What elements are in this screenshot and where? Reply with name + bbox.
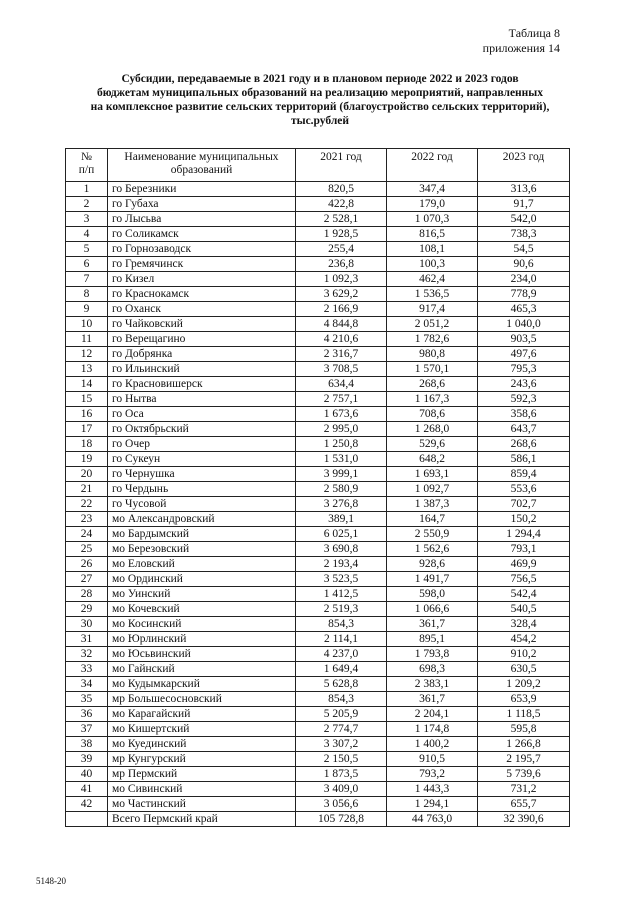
table-row <box>66 782 570 797</box>
value-2021: 236,8 <box>296 257 387 272</box>
value-2022: 1 443,3 <box>387 782 478 797</box>
value-2022: 268,6 <box>387 377 478 392</box>
value-2022: 1 268,0 <box>387 422 478 437</box>
municipality-name: го Сукеун <box>108 452 296 467</box>
total-row <box>66 812 570 827</box>
table-row <box>66 362 570 377</box>
value-2021: 3 690,8 <box>296 542 387 557</box>
row-number: 29 <box>66 602 108 617</box>
row-number: 14 <box>66 377 108 392</box>
table-row <box>66 242 570 257</box>
municipality-name: мо Куединский <box>108 737 296 752</box>
municipality-name: го Октябрьский <box>108 422 296 437</box>
value-2022: 2 550,9 <box>387 527 478 542</box>
value-2023: 2 195,7 <box>478 752 570 767</box>
header-2021: 2021 год <box>296 149 387 182</box>
row-number: 35 <box>66 692 108 707</box>
municipality-name: мр Пермский <box>108 767 296 782</box>
municipality-name: мо Александровский <box>108 512 296 527</box>
value-2021: 422,8 <box>296 197 387 212</box>
value-2021: 2 150,5 <box>296 752 387 767</box>
value-2023: 234,0 <box>478 272 570 287</box>
row-number: 30 <box>66 617 108 632</box>
value-2023: 469,9 <box>478 557 570 572</box>
value-2021: 2 757,1 <box>296 392 387 407</box>
municipality-name: го Лысьва <box>108 212 296 227</box>
value-2023: 756,5 <box>478 572 570 587</box>
value-2023: 731,2 <box>478 782 570 797</box>
value-2023: 738,3 <box>478 227 570 242</box>
value-2023: 702,7 <box>478 497 570 512</box>
value-2022: 1 536,5 <box>387 287 478 302</box>
row-number: 17 <box>66 422 108 437</box>
municipality-name: мо Кочевский <box>108 602 296 617</box>
municipality-name: го Очер <box>108 437 296 452</box>
row-number: 2 <box>66 197 108 212</box>
value-2022: 462,4 <box>387 272 478 287</box>
table-row <box>66 452 570 467</box>
table-row <box>66 752 570 767</box>
table-row <box>66 662 570 677</box>
municipality-name: мо Ординский <box>108 572 296 587</box>
row-number: 39 <box>66 752 108 767</box>
value-2023: 150,2 <box>478 512 570 527</box>
row-number: 3 <box>66 212 108 227</box>
row-number: 41 <box>66 782 108 797</box>
municipality-name: го Чердынь <box>108 482 296 497</box>
value-2022: 347,4 <box>387 182 478 197</box>
table-row <box>66 707 570 722</box>
value-2023: 1 266,8 <box>478 737 570 752</box>
row-number: 1 <box>66 182 108 197</box>
municipality-name: мо Еловский <box>108 557 296 572</box>
row-number: 26 <box>66 557 108 572</box>
value-2021: 255,4 <box>296 242 387 257</box>
table-row <box>66 647 570 662</box>
value-2023: 358,6 <box>478 407 570 422</box>
value-2022: 1 782,6 <box>387 332 478 347</box>
table-row <box>66 512 570 527</box>
table-row <box>66 437 570 452</box>
table-row <box>66 602 570 617</box>
header-name: Наименование муниципальных образований <box>108 149 296 182</box>
table-row <box>66 347 570 362</box>
appendix-reference: приложения 14 <box>482 41 560 55</box>
row-number: 11 <box>66 332 108 347</box>
value-2022: 917,4 <box>387 302 478 317</box>
value-2022: 895,1 <box>387 632 478 647</box>
municipality-name: мо Косинский <box>108 617 296 632</box>
value-2022: 648,2 <box>387 452 478 467</box>
value-2023: 655,7 <box>478 797 570 812</box>
municipality-name: мр Кунгурский <box>108 752 296 767</box>
value-2023: 1 294,4 <box>478 527 570 542</box>
value-2021: 5 205,9 <box>296 707 387 722</box>
row-number: 18 <box>66 437 108 452</box>
value-2021: 4 237,0 <box>296 647 387 662</box>
header-num: № п/п <box>66 149 108 182</box>
table-row <box>66 332 570 347</box>
table-header-row <box>66 149 570 182</box>
municipality-name: мо Уинский <box>108 587 296 602</box>
value-2022: 2 383,1 <box>387 677 478 692</box>
table-row <box>66 302 570 317</box>
value-2021: 2 193,4 <box>296 557 387 572</box>
table-row <box>66 287 570 302</box>
municipality-name: мо Кишертский <box>108 722 296 737</box>
value-2022: 164,7 <box>387 512 478 527</box>
value-2023: 795,3 <box>478 362 570 377</box>
municipality-name: го Краснокамск <box>108 287 296 302</box>
value-2022: 1 092,7 <box>387 482 478 497</box>
municipality-name: мо Юсьвинский <box>108 647 296 662</box>
table-row <box>66 677 570 692</box>
table-row <box>66 482 570 497</box>
value-2021: 6 025,1 <box>296 527 387 542</box>
total-2022: 44 763,0 <box>387 812 478 827</box>
row-number: 22 <box>66 497 108 512</box>
table-row <box>66 317 570 332</box>
value-2022: 100,3 <box>387 257 478 272</box>
value-2023: 643,7 <box>478 422 570 437</box>
value-2021: 2 519,3 <box>296 602 387 617</box>
value-2022: 1 793,8 <box>387 647 478 662</box>
table-row <box>66 227 570 242</box>
value-2021: 854,3 <box>296 617 387 632</box>
row-number: 6 <box>66 257 108 272</box>
municipality-name: го Горнозаводск <box>108 242 296 257</box>
value-2022: 1 174,8 <box>387 722 478 737</box>
value-2023: 778,9 <box>478 287 570 302</box>
value-2021: 3 276,8 <box>296 497 387 512</box>
municipality-name: го Соликамск <box>108 227 296 242</box>
value-2023: 54,5 <box>478 242 570 257</box>
value-2021: 3 629,2 <box>296 287 387 302</box>
municipality-name: мо Карагайский <box>108 707 296 722</box>
table-number: Таблица 8 <box>508 26 560 40</box>
document-code: 5148-20 <box>36 876 66 886</box>
row-number: 5 <box>66 242 108 257</box>
table-row <box>66 212 570 227</box>
value-2021: 1 673,6 <box>296 407 387 422</box>
value-2021: 389,1 <box>296 512 387 527</box>
row-number: 34 <box>66 677 108 692</box>
row-number: 13 <box>66 362 108 377</box>
value-2021: 1 412,5 <box>296 587 387 602</box>
municipality-name: го Ильинский <box>108 362 296 377</box>
value-2021: 634,4 <box>296 377 387 392</box>
value-2021: 5 628,8 <box>296 677 387 692</box>
row-number: 38 <box>66 737 108 752</box>
value-2021: 3 999,1 <box>296 467 387 482</box>
row-number: 25 <box>66 542 108 557</box>
value-2021: 4 844,8 <box>296 317 387 332</box>
table-row <box>66 632 570 647</box>
row-number: 23 <box>66 512 108 527</box>
municipality-name: го Чернушка <box>108 467 296 482</box>
value-2021: 2 114,1 <box>296 632 387 647</box>
table-row <box>66 572 570 587</box>
row-number: 8 <box>66 287 108 302</box>
row-number: 31 <box>66 632 108 647</box>
value-2021: 2 995,0 <box>296 422 387 437</box>
row-number: 37 <box>66 722 108 737</box>
row-number: 36 <box>66 707 108 722</box>
table-row <box>66 722 570 737</box>
table-row <box>66 272 570 287</box>
table-row <box>66 407 570 422</box>
value-2021: 1 531,0 <box>296 452 387 467</box>
row-number: 19 <box>66 452 108 467</box>
value-2021: 1 649,4 <box>296 662 387 677</box>
value-2021: 2 166,9 <box>296 302 387 317</box>
value-2023: 540,5 <box>478 602 570 617</box>
municipality-name: го Нытва <box>108 392 296 407</box>
municipality-name: мр Большесосновский <box>108 692 296 707</box>
value-2021: 2 774,7 <box>296 722 387 737</box>
value-2023: 553,6 <box>478 482 570 497</box>
row-number: 20 <box>66 467 108 482</box>
row-number: 4 <box>66 227 108 242</box>
table-row <box>66 467 570 482</box>
value-2021: 1 250,8 <box>296 437 387 452</box>
value-2023: 454,2 <box>478 632 570 647</box>
value-2021: 854,3 <box>296 692 387 707</box>
value-2022: 793,2 <box>387 767 478 782</box>
value-2021: 3 708,5 <box>296 362 387 377</box>
subsidies-table <box>65 148 570 827</box>
value-2022: 1 400,2 <box>387 737 478 752</box>
row-number: 33 <box>66 662 108 677</box>
value-2023: 630,5 <box>478 662 570 677</box>
title-line-1: Субсидии, передаваемые в 2021 году и в плановом периоде 2022 и 2023 годов <box>121 73 519 85</box>
value-2022: 980,8 <box>387 347 478 362</box>
table-row <box>66 797 570 812</box>
value-2022: 1 167,3 <box>387 392 478 407</box>
value-2022: 698,3 <box>387 662 478 677</box>
value-2021: 2 316,7 <box>296 347 387 362</box>
table-row <box>66 767 570 782</box>
value-2023: 859,4 <box>478 467 570 482</box>
municipality-name: го Чусовой <box>108 497 296 512</box>
municipality-name: мо Частинский <box>108 797 296 812</box>
total-2021: 105 728,8 <box>296 812 387 827</box>
value-2021: 2 528,1 <box>296 212 387 227</box>
table-row <box>66 527 570 542</box>
value-2022: 108,1 <box>387 242 478 257</box>
value-2022: 910,5 <box>387 752 478 767</box>
value-2022: 179,0 <box>387 197 478 212</box>
value-2022: 816,5 <box>387 227 478 242</box>
table-row <box>66 257 570 272</box>
municipality-name: го Березники <box>108 182 296 197</box>
municipality-name: мо Березовский <box>108 542 296 557</box>
value-2022: 1 387,3 <box>387 497 478 512</box>
row-number: 7 <box>66 272 108 287</box>
header-2022: 2022 год <box>387 149 478 182</box>
row-number: 16 <box>66 407 108 422</box>
value-2022: 598,0 <box>387 587 478 602</box>
municipality-name: мо Гайнский <box>108 662 296 677</box>
value-2022: 1 693,1 <box>387 467 478 482</box>
value-2021: 3 056,6 <box>296 797 387 812</box>
value-2023: 542,0 <box>478 212 570 227</box>
row-number: 32 <box>66 647 108 662</box>
value-2022: 1 066,6 <box>387 602 478 617</box>
table-row <box>66 542 570 557</box>
municipality-name: го Чайковский <box>108 317 296 332</box>
value-2021: 1 092,3 <box>296 272 387 287</box>
table-row <box>66 182 570 197</box>
table-reference <box>483 26 560 56</box>
value-2023: 903,5 <box>478 332 570 347</box>
value-2022: 928,6 <box>387 557 478 572</box>
table-row <box>66 587 570 602</box>
value-2023: 497,6 <box>478 347 570 362</box>
value-2023: 5 739,6 <box>478 767 570 782</box>
row-number: 28 <box>66 587 108 602</box>
title-line-2: бюджетам муниципальных образований на реализацию мероприятий, направленных <box>96 87 544 99</box>
value-2022: 2 051,2 <box>387 317 478 332</box>
value-2021: 820,5 <box>296 182 387 197</box>
value-2023: 592,3 <box>478 392 570 407</box>
table-row <box>66 392 570 407</box>
value-2023: 90,6 <box>478 257 570 272</box>
value-2023: 1 040,0 <box>478 317 570 332</box>
value-2023: 595,8 <box>478 722 570 737</box>
table-row <box>66 197 570 212</box>
municipality-name: мо Сивинский <box>108 782 296 797</box>
value-2022: 2 204,1 <box>387 707 478 722</box>
value-2021: 4 210,6 <box>296 332 387 347</box>
municipality-name: мо Бардымский <box>108 527 296 542</box>
value-2023: 91,7 <box>478 197 570 212</box>
value-2022: 1 070,3 <box>387 212 478 227</box>
total-num <box>66 812 108 827</box>
municipality-name: го Гремячинск <box>108 257 296 272</box>
value-2021: 3 523,5 <box>296 572 387 587</box>
municipality-name: го Добрянка <box>108 347 296 362</box>
value-2021: 1 873,5 <box>296 767 387 782</box>
value-2022: 361,7 <box>387 692 478 707</box>
table-row <box>66 497 570 512</box>
value-2022: 1 562,6 <box>387 542 478 557</box>
value-2023: 586,1 <box>478 452 570 467</box>
value-2021: 3 409,0 <box>296 782 387 797</box>
row-number: 42 <box>66 797 108 812</box>
table-row <box>66 422 570 437</box>
municipality-name: мо Юрлинский <box>108 632 296 647</box>
title-line-3: на комплексное развитие сельских территорий (благоустройство сельских территорий), <box>90 101 550 113</box>
row-number: 40 <box>66 767 108 782</box>
row-number: 9 <box>66 302 108 317</box>
municipality-name: го Губаха <box>108 197 296 212</box>
value-2023: 793,1 <box>478 542 570 557</box>
table-row <box>66 617 570 632</box>
table-row <box>66 737 570 752</box>
value-2023: 268,6 <box>478 437 570 452</box>
value-2023: 1 209,2 <box>478 677 570 692</box>
value-2023: 465,3 <box>478 302 570 317</box>
row-number: 27 <box>66 572 108 587</box>
table-row <box>66 692 570 707</box>
table-row <box>66 557 570 572</box>
municipality-name: мо Кудымкарский <box>108 677 296 692</box>
row-number: 21 <box>66 482 108 497</box>
total-2023: 32 390,6 <box>478 812 570 827</box>
value-2022: 1 294,1 <box>387 797 478 812</box>
municipality-name: го Верещагино <box>108 332 296 347</box>
value-2023: 542,4 <box>478 587 570 602</box>
value-2023: 243,6 <box>478 377 570 392</box>
municipality-name: го Красновишерск <box>108 377 296 392</box>
title-line-4: тыс.рублей <box>290 115 350 127</box>
row-number: 24 <box>66 527 108 542</box>
row-number: 15 <box>66 392 108 407</box>
value-2022: 361,7 <box>387 617 478 632</box>
value-2023: 313,6 <box>478 182 570 197</box>
municipality-name: го Оса <box>108 407 296 422</box>
value-2022: 1 570,1 <box>387 362 478 377</box>
value-2023: 1 118,5 <box>478 707 570 722</box>
value-2021: 3 307,2 <box>296 737 387 752</box>
document-title <box>70 72 570 128</box>
row-number: 10 <box>66 317 108 332</box>
table-row <box>66 377 570 392</box>
value-2023: 653,9 <box>478 692 570 707</box>
row-number: 12 <box>66 347 108 362</box>
value-2022: 1 491,7 <box>387 572 478 587</box>
value-2022: 708,6 <box>387 407 478 422</box>
municipality-name: го Оханск <box>108 302 296 317</box>
value-2022: 529,6 <box>387 437 478 452</box>
total-label: Всего Пермский край <box>108 812 296 827</box>
header-2023: 2023 год <box>478 149 570 182</box>
municipality-name: го Кизел <box>108 272 296 287</box>
value-2023: 910,2 <box>478 647 570 662</box>
value-2021: 1 928,5 <box>296 227 387 242</box>
value-2021: 2 580,9 <box>296 482 387 497</box>
value-2023: 328,4 <box>478 617 570 632</box>
